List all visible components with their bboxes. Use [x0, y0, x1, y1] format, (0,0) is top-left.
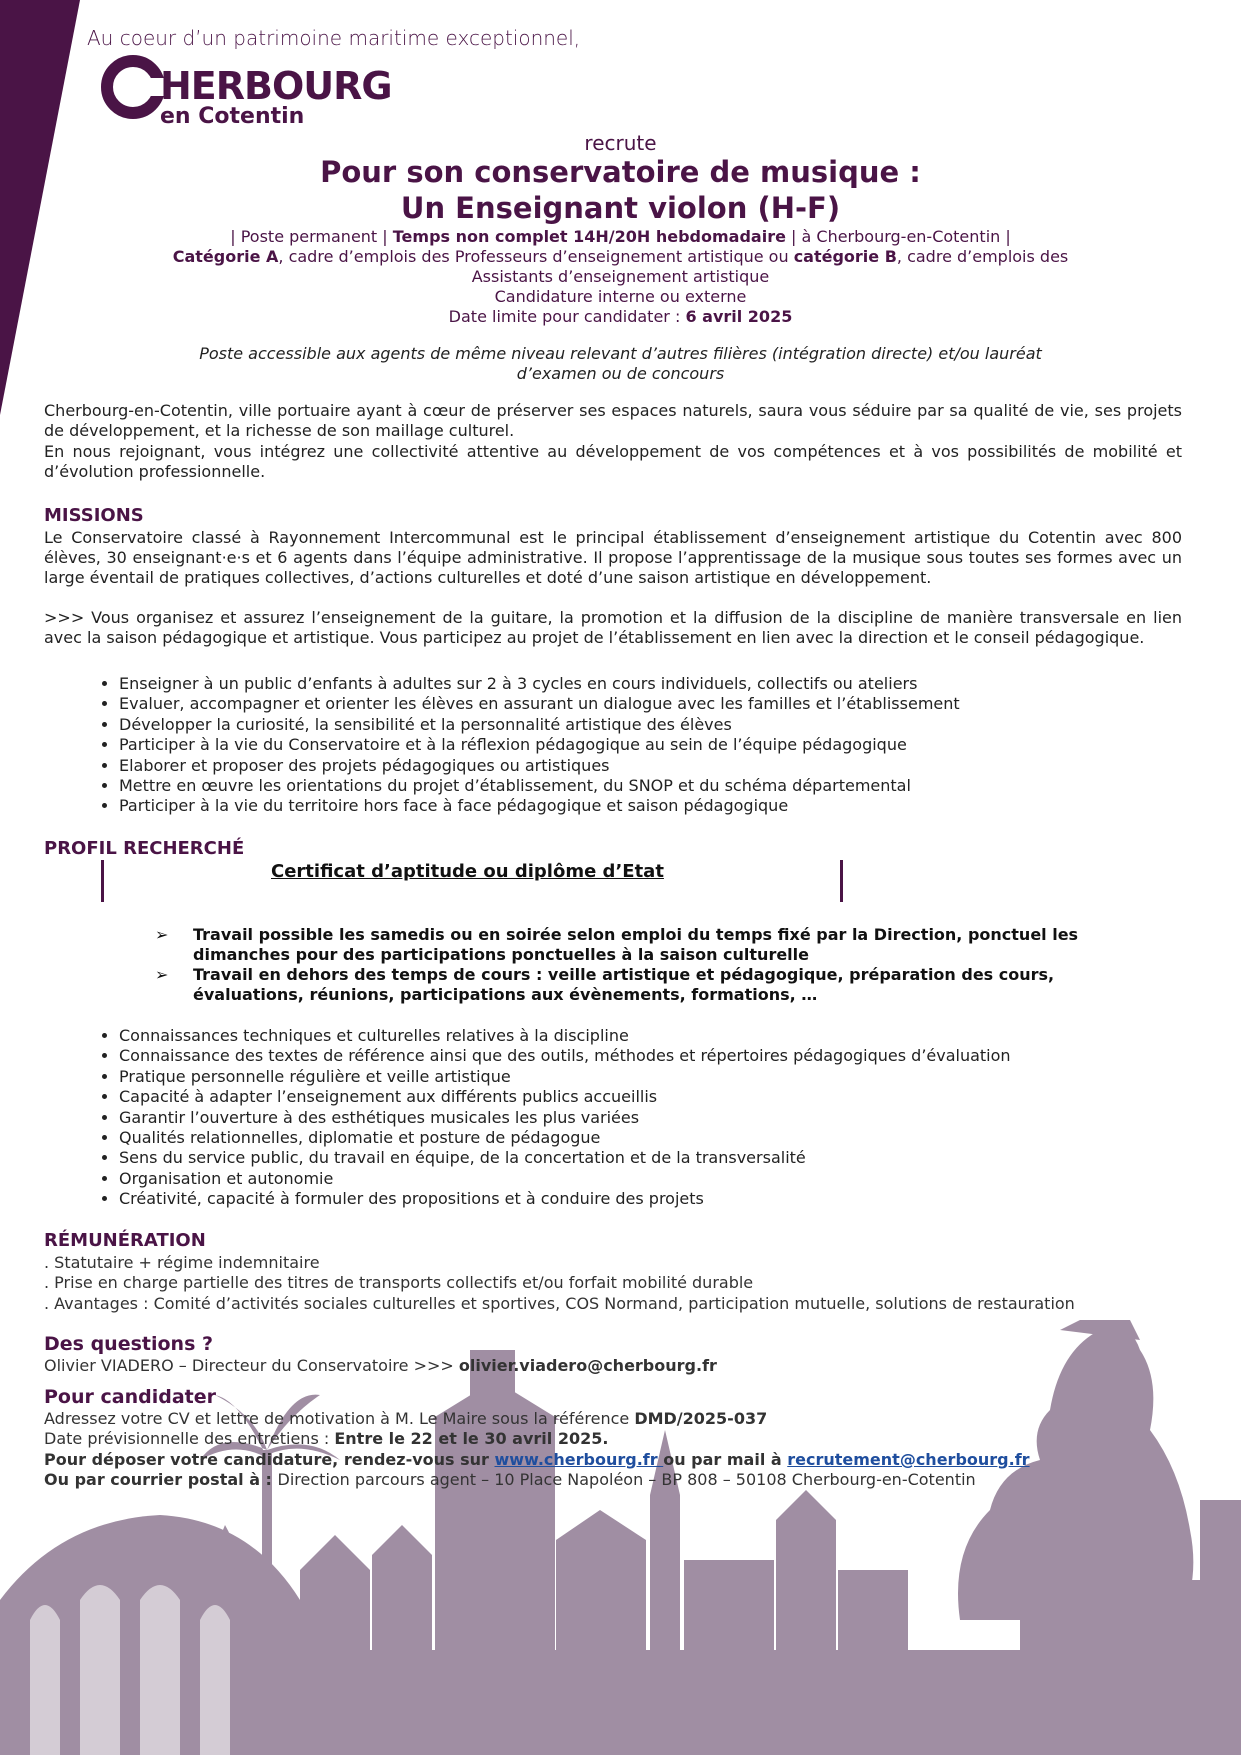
- post-type-line: [0, 227, 1241, 247]
- category-a: Catégorie A: [172, 247, 279, 266]
- list-item: • Participer à la vie du Conservatoire et à la réflexion pédagogique au sein de l’équipe pédagogique: [119, 735, 1219, 755]
- apply-line: [44, 1450, 1030, 1470]
- contact-email[interactable]: olivier.viadero@cherbourg.fr: [458, 1356, 717, 1375]
- divider-left: [101, 860, 104, 902]
- category-line: [0, 247, 1241, 267]
- category-b: catégorie B: [793, 247, 897, 266]
- divider-right: [840, 860, 843, 902]
- remuneration-line: . Statutaire + régime indemnitaire: [44, 1253, 320, 1272]
- questions-heading: Des questions ?: [44, 1333, 214, 1355]
- apply-text: Pour déposer votre candidature, rendez-vous sur: [44, 1449, 495, 1469]
- postal-line: [44, 1470, 1030, 1490]
- accessibility-note-1: Poste accessible aux agents de même niveau relevant d’autres filières (intégration directe) et/ou lauréat: [199, 344, 1042, 363]
- deadline-label: Date limite pour candidater :: [448, 307, 686, 326]
- title-line-1: Pour son conservatoire de musique :: [320, 155, 921, 189]
- accessibility-note-2: d’examen ou de concours: [516, 364, 725, 383]
- arrow-bullet-icon: ➢: [155, 925, 169, 944]
- conditions-list: [155, 925, 1105, 1005]
- candidater-heading: Pour candidater: [44, 1386, 216, 1408]
- list-item: • Pratique personnelle régulière et veille artistique: [119, 1067, 1219, 1087]
- post-location: | à Cherbourg-en-Cotentin |: [785, 227, 1011, 246]
- remuneration-heading: RÉMUNÉRATION: [44, 1230, 206, 1251]
- list-item: • Développer la curiosité, la sensibilité et la personnalité artistique des élèves: [119, 715, 1219, 735]
- arrow-bullet-icon: ➢: [155, 965, 169, 984]
- remuneration-lines: [44, 1253, 1075, 1314]
- list-item: • Participer à la vie du territoire hors face à face pédagogique et saison pédagogique: [119, 796, 1219, 816]
- list-item: • Evaluer, accompagner et orienter les élèves en assurant un dialogue avec les familles et l’établissement: [119, 694, 1219, 714]
- list-item: • Capacité à adapter l’enseignement aux différents publics accueillis: [119, 1087, 1219, 1107]
- interview-dates: Entre le 22 et le 30 avril 2025.: [334, 1429, 609, 1449]
- remuneration-line: . Avantages : Comité d’activités sociales culturelles et sportives, COS Normand, participation mutuelle, solutions de restauration: [44, 1293, 1075, 1313]
- profil-list: [44, 1026, 1219, 1210]
- tagline: Au coeur d’un patrimoine maritime exceptionnel,: [87, 26, 581, 50]
- candidater-lines: [44, 1409, 1030, 1491]
- list-item: • Organisation et autonomie: [119, 1169, 1219, 1189]
- recruitment-email-link[interactable]: recrutement@cherbourg.fr: [787, 1449, 1030, 1469]
- title-line-2: Un Enseignant violon (H-F): [400, 191, 841, 225]
- list-item: • Connaissance des textes de référence ainsi que des outils, méthodes et répertoires pédagogiques d’évaluation: [119, 1046, 1219, 1066]
- deadline-date: 6 avril 2025: [685, 307, 793, 326]
- remuneration-line: . Prise en charge partielle des titres de transports collectifs et/ou forfait mobilité durable: [44, 1273, 754, 1293]
- contact-text: Olivier VIADERO – Directeur du Conservatoire >>>: [44, 1356, 459, 1375]
- website-link[interactable]: www.cherbourg.fr: [494, 1449, 664, 1469]
- list-item: • Créativité, capacité à formuler des propositions et à conduire des projets: [119, 1189, 1219, 1209]
- certificat-requirement: Certificat d’aptitude ou diplôme d’Etat: [271, 861, 664, 882]
- list-item: • Mettre en œuvre les orientations du projet d’établissement, du SNOP et du schéma départemental: [119, 776, 1219, 796]
- missions-paragraph-1: Le Conservatoire classé à Rayonnement Intercommunal est le principal établissement d’enseignement artistique du Cotentin avec 800 élèves, 30 enseignant·e·s et 6 agents dans l’équipe administrative. Il propose l’apprentissage de la musique sous toutes ses formes avec un large éventail de pratiques collectives, d’actions culturelles et doté d’une saison artistique en développement.: [44, 528, 1182, 587]
- missions-list: [44, 674, 1219, 817]
- logo-c-icon: [100, 54, 166, 120]
- assistants-line: Assistants d’enseignement artistique: [471, 267, 770, 286]
- post-permanent: | Poste permanent |: [230, 227, 393, 246]
- list-item: [155, 965, 1105, 1005]
- list-item: • Sens du service public, du travail en équipe, de la concertation et de la transversalité: [119, 1148, 1219, 1168]
- post-hours: Temps non complet 14H/20H hebdomadaire: [392, 227, 786, 246]
- presentation-paragraph-1: Cherbourg-en-Cotentin, ville portuaire ayant à cœur de préserver ses espaces naturels, saura vous séduire par sa qualité de vie, ses projets de développement, et la richesse de son maillage culturel.: [44, 401, 1182, 440]
- logo-subtitle: en Cotentin: [160, 104, 305, 129]
- reference-line: [44, 1409, 1030, 1429]
- logo-word: HERBOURG: [160, 64, 392, 108]
- postal-label: Ou par courrier postal à :: [44, 1470, 278, 1490]
- condition-text: Travail en dehors des temps de cours : veille artistique et pédagogique, préparation des cours, évaluations, réunions, participations aux évènements, formations, …: [193, 965, 1055, 1004]
- list-item: • Qualités relationnelles, diplomatie et posture de pédagogue: [119, 1128, 1219, 1148]
- reference-text: Adressez votre CV et lettre de motivation à M. Le Maire sous la référence: [44, 1409, 635, 1428]
- recrute-label: recrute: [584, 131, 657, 155]
- list-item: • Garantir l’ouverture à des esthétiques musicales les plus variées: [119, 1108, 1219, 1128]
- missions-heading: MISSIONS: [44, 505, 144, 526]
- category-b-desc: , cadre d’emplois des: [896, 247, 1069, 266]
- presentation-paragraph-2: En nous rejoignant, vous intégrez une collectivité attentive au développement de vos compétences et à vos possibilités de mobilité et d’évolution professionnelle.: [44, 442, 1182, 481]
- candidature-type: Candidature interne ou externe: [494, 287, 747, 306]
- reference-code: DMD/2025-037: [634, 1409, 768, 1428]
- contact-line: [44, 1356, 717, 1375]
- missions-paragraph-2: >>> Vous organisez et assurez l’enseignement de la guitare, la promotion et la diffusion de la discipline de manière transversale en lien avec la saison pédagogique et artistique. Vous participez au projet de l’établissement en lien avec la direction et le conseil pédagogique.: [44, 608, 1182, 647]
- deadline-line: [0, 307, 1241, 327]
- category-a-desc: , cadre d’emplois des Professeurs d’enseignement artistique ou: [278, 247, 794, 266]
- apply-or-mail: ou par mail à: [663, 1449, 788, 1469]
- list-item: • Enseigner à un public d’enfants à adultes sur 2 à 3 cycles en cours individuels, collectifs ou ateliers: [119, 674, 1219, 694]
- interview-label: Date prévisionnelle des entretiens :: [44, 1429, 335, 1449]
- list-item: [155, 925, 1105, 965]
- interview-line: [44, 1429, 1030, 1449]
- condition-text: Travail possible les samedis ou en soirée selon emploi du temps fixé par la Direction, ponctuel les dimanches pour des participations ponctuelles à la saison culturelle: [193, 925, 1079, 964]
- profil-heading: PROFIL RECHERCHÉ: [44, 838, 245, 859]
- list-item: • Connaissances techniques et culturelles relatives à la discipline: [119, 1026, 1219, 1046]
- list-item: • Elaborer et proposer des projets pédagogiques ou artistiques: [119, 756, 1219, 776]
- postal-address: Direction parcours agent – 10 Place Napoléon – BP 808 – 50108 Cherbourg-en-Cotentin: [277, 1470, 976, 1490]
